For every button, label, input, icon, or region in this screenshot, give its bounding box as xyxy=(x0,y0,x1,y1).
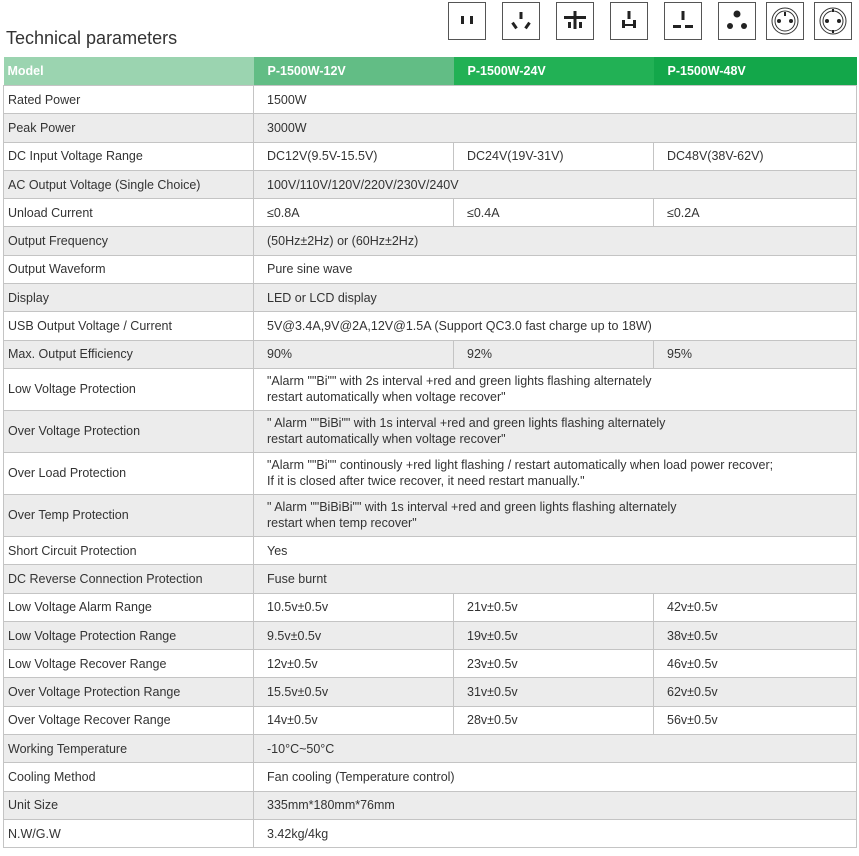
row-value: 100V/110V/120V/220V/230V/240V xyxy=(254,170,857,198)
table-row xyxy=(4,763,857,791)
table-row xyxy=(4,791,857,819)
table-row xyxy=(4,410,857,452)
row-label: Low Voltage Alarm Range xyxy=(4,593,254,621)
row-label: N.W/G.W xyxy=(4,819,254,847)
table-row xyxy=(4,368,857,410)
value-line-1: " Alarm ""BiBi"" with 1s interval +red and green lights flashing alternately xyxy=(267,416,666,431)
header-model-48v: P-1500W-48V xyxy=(654,57,857,86)
value-line-2: restart when temp recover" xyxy=(267,516,417,531)
au-socket-icon xyxy=(502,2,540,40)
row-value-24v: 92% xyxy=(454,340,654,368)
table-row xyxy=(4,735,857,763)
table-row xyxy=(4,819,857,847)
row-value-48v: ≤0.2A xyxy=(654,199,857,227)
header-model: Model xyxy=(4,57,254,86)
row-value-24v: ≤0.4A xyxy=(454,199,654,227)
row-value: (50Hz±2Hz) or (60Hz±2Hz) xyxy=(254,227,857,255)
table-row xyxy=(4,494,857,536)
row-value: 3000W xyxy=(254,114,857,142)
socket-type-icons xyxy=(448,2,859,40)
table-header-row xyxy=(4,57,857,86)
table-row xyxy=(4,536,857,564)
spec-table xyxy=(3,57,857,848)
row-value-24v: 23v±0.5v xyxy=(454,650,654,678)
row-value: -10°C~50°C xyxy=(254,735,857,763)
row-label: Low Voltage Protection xyxy=(4,368,254,410)
row-label: Output Frequency xyxy=(4,227,254,255)
row-label: DC Input Voltage Range xyxy=(4,142,254,170)
row-label: Peak Power xyxy=(4,114,254,142)
row-value-12v: 14v±0.5v xyxy=(254,706,454,734)
row-value xyxy=(254,410,857,452)
row-value xyxy=(254,368,857,410)
row-value-12v: 10.5v±0.5v xyxy=(254,593,454,621)
row-value: Fan cooling (Temperature control) xyxy=(254,763,857,791)
header-model-12v: P-1500W-12V xyxy=(254,57,454,86)
table-row xyxy=(4,227,857,255)
row-value-48v: 42v±0.5v xyxy=(654,593,857,621)
row-value-24v: 21v±0.5v xyxy=(454,593,654,621)
header-model-24v: P-1500W-24V xyxy=(454,57,654,86)
table-row xyxy=(4,142,857,170)
row-label: Over Voltage Protection xyxy=(4,410,254,452)
row-label: Low Voltage Protection Range xyxy=(4,621,254,649)
row-label: Over Voltage Recover Range xyxy=(4,706,254,734)
table-row xyxy=(4,114,857,142)
row-value-48v: DC48V(38V-62V) xyxy=(654,142,857,170)
row-value-24v: 31v±0.5v xyxy=(454,678,654,706)
row-value: LED or LCD display xyxy=(254,284,857,312)
row-value: 5V@3.4A,9V@2A,12V@1.5A (Support QC3.0 fast charge up to 18W) xyxy=(254,312,857,340)
value-line-2: If it is closed after twice recover, it need restart manually." xyxy=(267,474,585,489)
row-value: 335mm*180mm*76mm xyxy=(254,791,857,819)
row-value: Yes xyxy=(254,536,857,564)
value-line-2: restart automatically when voltage recover" xyxy=(267,390,506,405)
table-row xyxy=(4,621,857,649)
row-value-24v: DC24V(19V-31V) xyxy=(454,142,654,170)
table-row xyxy=(4,284,857,312)
table-row xyxy=(4,678,857,706)
row-label: Short Circuit Protection xyxy=(4,536,254,564)
row-value-12v: 9.5v±0.5v xyxy=(254,621,454,649)
row-value-12v: ≤0.8A xyxy=(254,199,454,227)
us-socket-icon xyxy=(448,2,486,40)
row-label: USB Output Voltage / Current xyxy=(4,312,254,340)
row-label: Low Voltage Recover Range xyxy=(4,650,254,678)
row-value xyxy=(254,494,857,536)
table-row xyxy=(4,86,857,114)
row-label: Rated Power xyxy=(4,86,254,114)
row-value xyxy=(254,452,857,494)
table-row xyxy=(4,340,857,368)
row-label: DC Reverse Connection Protection xyxy=(4,565,254,593)
row-label: AC Output Voltage (Single Choice) xyxy=(4,170,254,198)
row-value-12v: DC12V(9.5V-15.5V) xyxy=(254,142,454,170)
row-value-48v: 95% xyxy=(654,340,857,368)
row-label: Output Waveform xyxy=(4,255,254,283)
eu-socket-icon xyxy=(814,2,852,40)
table-row xyxy=(4,706,857,734)
row-value: 3.42kg/4kg xyxy=(254,819,857,847)
uk-socket-icon xyxy=(664,2,702,40)
table-row xyxy=(4,593,857,621)
row-label: Unit Size xyxy=(4,791,254,819)
value-line-1: "Alarm ""Bi"" with 2s interval +red and green lights flashing alternately xyxy=(267,374,652,389)
table-row xyxy=(4,170,857,198)
row-label: Display xyxy=(4,284,254,312)
row-value-12v: 15.5v±0.5v xyxy=(254,678,454,706)
universal-socket-icon xyxy=(556,2,594,40)
row-label: Over Temp Protection xyxy=(4,494,254,536)
row-value-48v: 46v±0.5v xyxy=(654,650,857,678)
row-value: Fuse burnt xyxy=(254,565,857,593)
row-label: Over Load Protection xyxy=(4,452,254,494)
page-title: Technical parameters xyxy=(6,28,178,48)
row-value: Pure sine wave xyxy=(254,255,857,283)
table-row xyxy=(4,650,857,678)
row-value-48v: 56v±0.5v xyxy=(654,706,857,734)
row-value-48v: 62v±0.5v xyxy=(654,678,857,706)
row-value-48v: 38v±0.5v xyxy=(654,621,857,649)
row-label: Over Voltage Protection Range xyxy=(4,678,254,706)
row-label: Cooling Method xyxy=(4,763,254,791)
value-line-2: restart automatically when voltage recover" xyxy=(267,432,506,447)
row-value-24v: 19v±0.5v xyxy=(454,621,654,649)
table-row xyxy=(4,452,857,494)
row-label: Max. Output Efficiency xyxy=(4,340,254,368)
fr-socket-icon xyxy=(766,2,804,40)
table-row xyxy=(4,199,857,227)
row-value: 1500W xyxy=(254,86,857,114)
row-value-12v: 12v±0.5v xyxy=(254,650,454,678)
value-line-1: " Alarm ""BiBiBi"" with 1s interval +red and green lights flashing alternately xyxy=(267,500,677,515)
row-value-24v: 28v±0.5v xyxy=(454,706,654,734)
sa-socket-icon xyxy=(718,2,756,40)
value-line-1: "Alarm ""Bi"" continously +red light flashing / restart automatically when load power recover; xyxy=(267,458,774,473)
row-label: Working Temperature xyxy=(4,735,254,763)
row-label: Unload Current xyxy=(4,199,254,227)
table-row xyxy=(4,255,857,283)
cn-socket-icon xyxy=(610,2,648,40)
table-row xyxy=(4,312,857,340)
row-value-12v: 90% xyxy=(254,340,454,368)
table-row xyxy=(4,565,857,593)
